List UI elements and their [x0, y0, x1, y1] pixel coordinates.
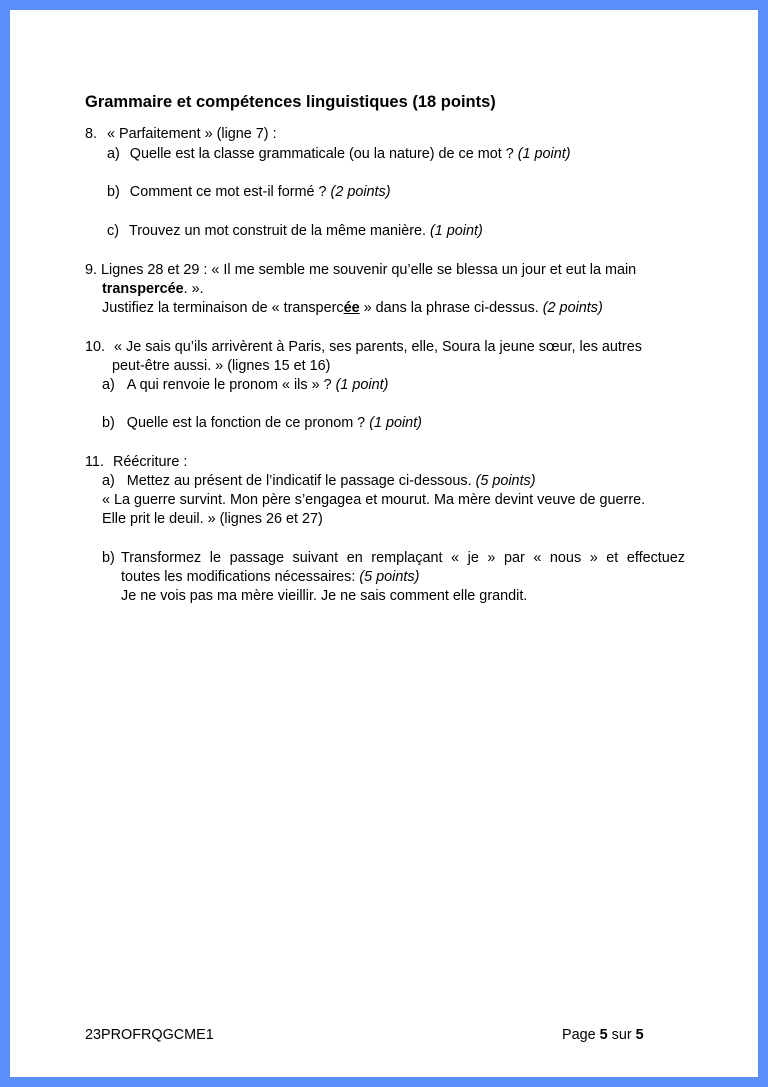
q11a-label: a) — [102, 473, 115, 489]
q8c-label: c) — [107, 223, 119, 239]
footer-page-current: 5 — [599, 1027, 608, 1043]
q10-number: 10. — [85, 339, 106, 355]
q8a-label: a) — [107, 146, 120, 162]
q10a — [102, 376, 388, 394]
q11-text: Réécriture : — [112, 454, 188, 470]
q11b-points: (5 points) — [359, 569, 420, 585]
q8b-label: b) — [107, 184, 120, 200]
q9-line2 — [102, 280, 204, 298]
q8-number: 8. — [85, 126, 98, 142]
footer-page-number — [562, 1026, 644, 1044]
q8a — [107, 145, 571, 163]
q11a-points: (5 points) — [475, 473, 536, 489]
question-9 — [85, 261, 636, 279]
q11b-line2-text: toutes les modifications nécessaires: — [121, 569, 356, 585]
q9-line2-rest: . ». — [183, 281, 204, 297]
q11a-quote-line1: « La guerre survint. Mon père s’engagea et mourut. Ma mère devint veuve de guerre. — [102, 492, 646, 508]
q8a-points: (1 point) — [517, 146, 571, 162]
q11a-text: Mettez au présent de l’indicatif le passage ci-dessous. — [126, 473, 472, 489]
section-title: Grammaire et compétences linguistiques (18 points) — [85, 93, 496, 111]
q11a — [102, 472, 536, 490]
footer-page-word: Page — [562, 1027, 596, 1043]
question-8 — [85, 125, 277, 143]
page-content — [10, 10, 758, 1077]
q9-line3 — [102, 299, 603, 317]
q10-line1: « Je sais qu’ils arrivèrent à Paris, ses parents, elle, Soura la jeune sœur, les autres — [114, 339, 642, 355]
q10a-label: a) — [102, 377, 115, 393]
footer-page-total: 5 — [635, 1027, 644, 1043]
footer-code: 23PROFRQGCME1 — [85, 1027, 214, 1043]
q9-line3-pre: Justifiez la terminaison de « transperc — [102, 300, 344, 316]
q11b-line1: Transformez le passage suivant en remplaçant « je » par « nous » et effectuez — [121, 550, 685, 566]
q11b-line2 — [121, 568, 419, 586]
q10a-text: A qui renvoie le pronom « ils » ? — [126, 377, 332, 393]
q8c-text: Trouvez un mot construit de la même manière. — [129, 223, 426, 239]
q9-number: 9. — [85, 262, 98, 278]
q8b-text: Comment ce mot est-il formé ? — [129, 184, 327, 200]
document-page — [10, 10, 758, 1077]
footer-of-word: sur — [611, 1027, 632, 1043]
q11b-line3: Je ne vois pas ma mère vieillir. Je ne sais comment elle grandit. — [121, 588, 528, 604]
q9-line1: Lignes 28 et 29 : « Il me semble me souvenir qu’elle se blessa un jour et eut la main — [101, 262, 637, 278]
q11a-quote-line2: Elle prit le deuil. » (lignes 26 et 27) — [102, 511, 323, 527]
q8c-points: (1 point) — [430, 223, 483, 239]
q10b — [102, 414, 422, 432]
q9-line3-post: » dans la phrase ci-dessus. — [359, 300, 539, 316]
q8-text: « Parfaitement » (ligne 7) : — [107, 126, 277, 142]
q8c — [107, 222, 483, 240]
q8b-points: (2 points) — [330, 184, 391, 200]
q10b-points: (1 point) — [369, 415, 422, 431]
q9-points: (2 points) — [542, 300, 603, 316]
q10a-points: (1 point) — [335, 377, 389, 393]
q11-number: 11. — [85, 454, 104, 470]
q9-underlined: ée — [343, 300, 360, 316]
question-10 — [85, 338, 642, 356]
q10b-text: Quelle est la fonction de ce pronom ? — [126, 415, 366, 431]
question-11 — [85, 453, 187, 471]
q8a-text: Quelle est la classe grammaticale (ou la nature) de ce mot ? — [129, 146, 514, 162]
q10-line2: peut-être aussi. » (lignes 15 et 16) — [112, 358, 331, 374]
q8b — [107, 183, 391, 201]
q9-bold-word: transpercée — [102, 281, 184, 297]
q11b-label: b) — [102, 550, 115, 566]
q10b-label: b) — [102, 415, 115, 431]
